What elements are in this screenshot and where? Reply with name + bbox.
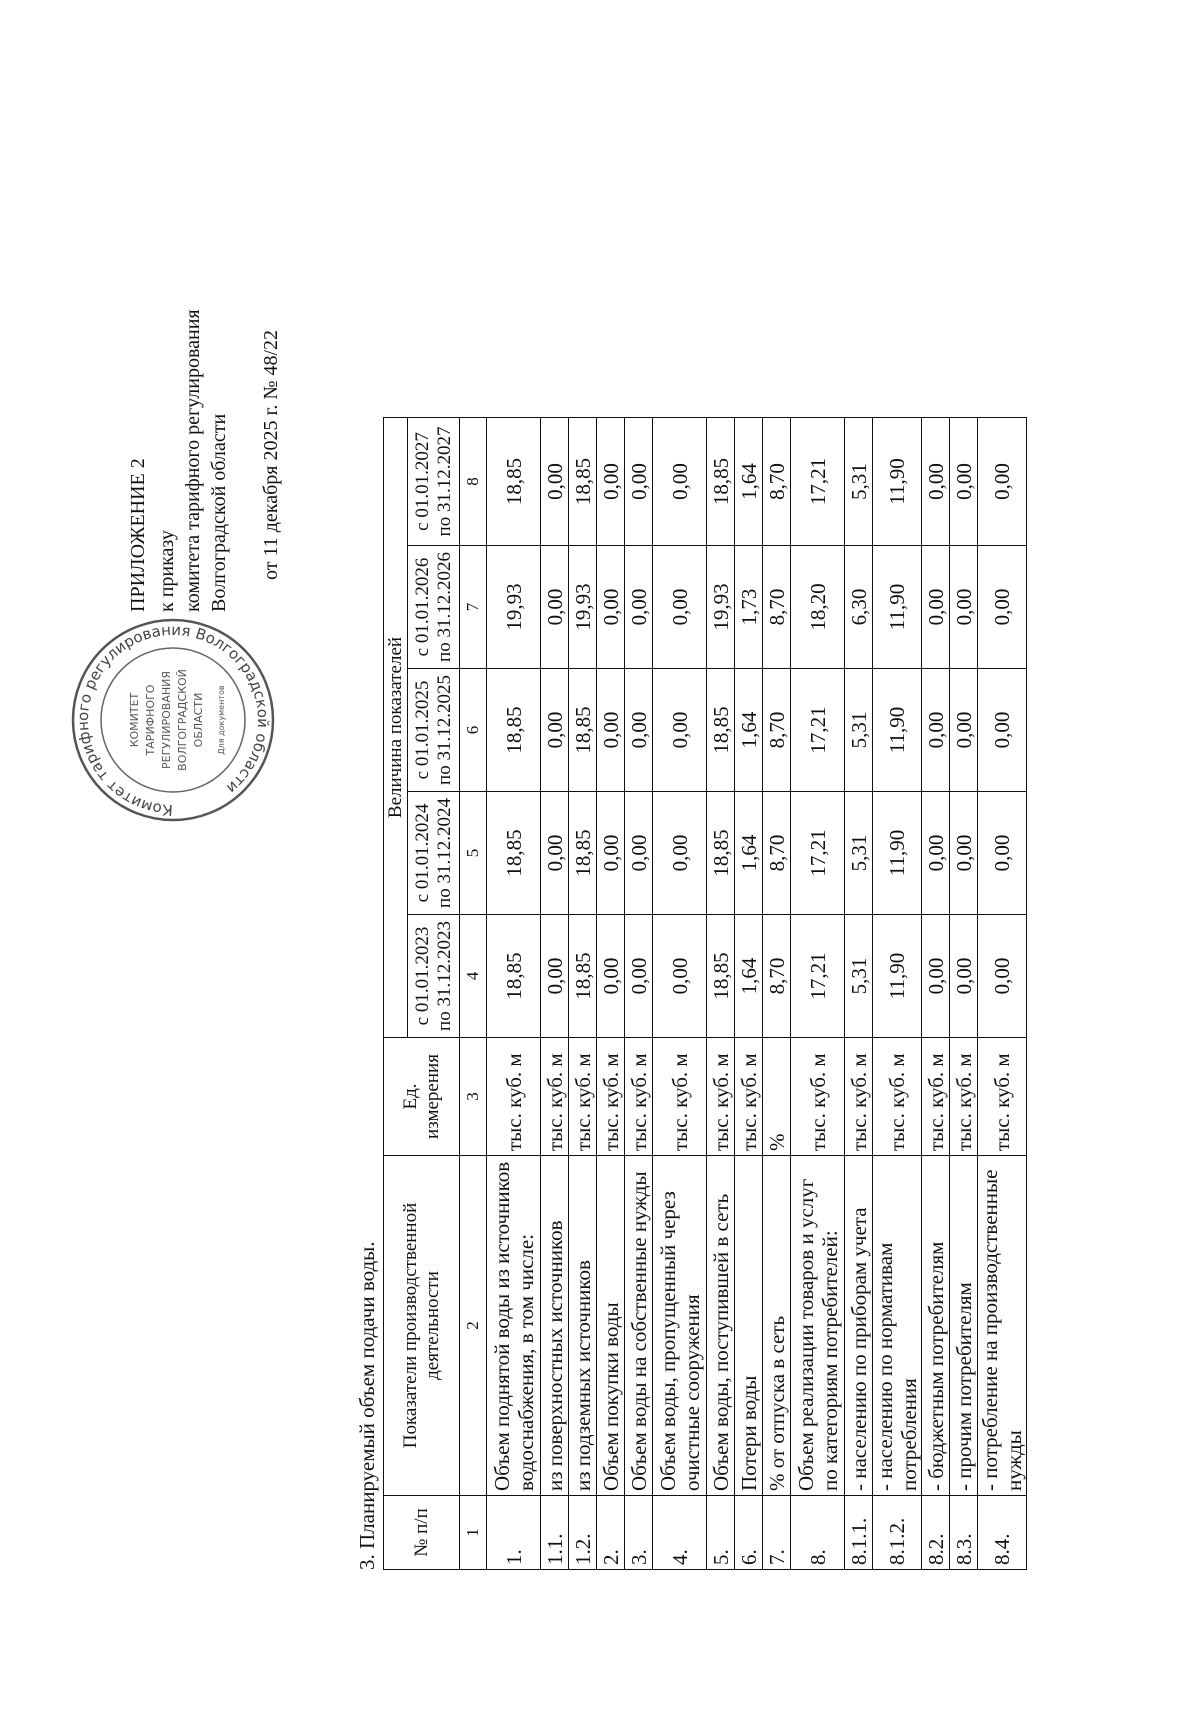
row-value: 8,70 (763, 418, 791, 546)
row-value: 8,70 (763, 792, 791, 915)
row-value: 19,93 (569, 546, 597, 669)
order-date: от 11 декабря 2025 г. № 48/22 (260, 329, 282, 580)
row-value: 0,00 (597, 418, 625, 546)
column-number: 6 (460, 669, 487, 792)
column-number: 2 (460, 1156, 487, 1496)
row-value: 17,21 (791, 792, 845, 915)
row-value: 0,00 (922, 915, 950, 1038)
table-row (597, 418, 625, 1570)
row-unit: тыс. куб. м (845, 1038, 873, 1156)
row-number: 2. (597, 1496, 625, 1570)
row-value: 0,00 (597, 915, 625, 1038)
row-value: 0,00 (653, 418, 707, 546)
row-value: 1,73 (735, 546, 763, 669)
row-value: 0,00 (597, 792, 625, 915)
order-ref-line: Волгоградской области (208, 413, 230, 612)
row-value: 5,31 (845, 669, 873, 792)
row-value: 0,00 (950, 792, 978, 915)
row-value: 18,85 (569, 669, 597, 792)
row-indicator: Объем реализации товаров и услуг по категориям потребителей: (791, 1156, 845, 1496)
row-value: 8,70 (763, 546, 791, 669)
row-value: 5,31 (845, 418, 873, 546)
row-value: 18,85 (707, 915, 735, 1038)
row-value: 17,21 (791, 669, 845, 792)
header-period: с 01.01.2023 по 31.12.2023 (408, 915, 460, 1038)
row-number: 8. (791, 1496, 845, 1570)
row-value: 5,31 (845, 792, 873, 915)
row-value: 19,93 (707, 546, 735, 669)
row-value: 17,21 (791, 418, 845, 546)
table-row (873, 418, 922, 1570)
row-value: 0,00 (978, 546, 1027, 669)
row-value: 18,85 (569, 792, 597, 915)
row-number: 6. (735, 1496, 763, 1570)
table-row (569, 418, 597, 1570)
row-indicator: Объем воды, пропущенный через очистные сооружения (653, 1156, 707, 1496)
row-value: 0,00 (978, 792, 1027, 915)
seal-line: РЕГУЛИРОВАНИЯ (160, 670, 173, 770)
row-value: 0,00 (541, 792, 569, 915)
header-period: с 01.01.2025 по 31.12.2025 (408, 669, 460, 792)
row-number: 1.2. (569, 1496, 597, 1570)
header-unit: Ед. измерения (384, 1038, 460, 1156)
row-value: 0,00 (653, 669, 707, 792)
row-value: 0,00 (653, 792, 707, 915)
water-supply-table (383, 417, 1027, 1570)
row-value: 18,85 (487, 792, 541, 915)
table-row (922, 418, 950, 1570)
row-indicator: - прочим потребителям (950, 1156, 978, 1496)
header-no: № п/п (384, 1496, 460, 1570)
table-row (735, 418, 763, 1570)
row-value: 18,85 (707, 669, 735, 792)
table-row (487, 418, 541, 1570)
order-reference (154, 309, 232, 612)
row-unit: тыс. куб. м (487, 1038, 541, 1156)
row-indicator: - бюджетным потребителям (922, 1156, 950, 1496)
row-value: 0,00 (625, 792, 653, 915)
row-value: 0,00 (625, 418, 653, 546)
row-value: 8,70 (763, 669, 791, 792)
row-value: 0,00 (597, 546, 625, 669)
row-value: 6,30 (845, 546, 873, 669)
row-value: 0,00 (922, 792, 950, 915)
row-indicator: из подземных источников (569, 1156, 597, 1496)
row-value: 0,00 (950, 546, 978, 669)
row-value: 8,70 (763, 915, 791, 1038)
row-value: 0,00 (541, 669, 569, 792)
section-title: 3. Планируемый объем подачи воды. (355, 1241, 379, 1570)
row-unit: тыс. куб. м (541, 1038, 569, 1156)
row-value: 18,85 (487, 915, 541, 1038)
row-unit: тыс. куб. м (922, 1038, 950, 1156)
row-value: 11,90 (873, 418, 922, 546)
seal-note: Для документов (217, 685, 226, 755)
row-unit: % (763, 1038, 791, 1156)
row-unit: тыс. куб. м (873, 1038, 922, 1156)
row-unit: тыс. куб. м (950, 1038, 978, 1156)
column-number: 5 (460, 792, 487, 915)
row-value: 18,85 (569, 418, 597, 546)
order-ref-line: к приказу (156, 530, 178, 612)
row-value: 0,00 (653, 915, 707, 1038)
row-unit: тыс. куб. м (597, 1038, 625, 1156)
row-value: 5,31 (845, 915, 873, 1038)
row-value: 0,00 (950, 915, 978, 1038)
row-value: 0,00 (950, 418, 978, 546)
row-indicator: % от отпуска в сеть (763, 1156, 791, 1496)
row-value: 0,00 (625, 546, 653, 669)
row-number: 8.1.2. (873, 1496, 922, 1570)
row-unit: тыс. куб. м (653, 1038, 707, 1156)
row-value: 18,85 (707, 418, 735, 546)
row-unit: тыс. куб. м (978, 1038, 1027, 1156)
row-value: 11,90 (873, 546, 922, 669)
row-indicator: Объем воды на собственные нужды (625, 1156, 653, 1496)
column-number: 8 (460, 418, 487, 546)
seal-line: ТАРИФНОГО (144, 684, 157, 756)
row-value: 1,64 (735, 915, 763, 1038)
row-value: 1,64 (735, 792, 763, 915)
row-indicator: из поверхностных источников (541, 1156, 569, 1496)
header-period: с 01.01.2024 по 31.12.2024 (408, 792, 460, 915)
table-row (845, 418, 873, 1570)
table-row (950, 418, 978, 1570)
row-number: 5. (707, 1496, 735, 1570)
row-value: 0,00 (541, 546, 569, 669)
row-unit: тыс. куб. м (791, 1038, 845, 1156)
row-value: 11,90 (873, 915, 922, 1038)
row-value: 18,20 (791, 546, 845, 669)
row-value: 18,85 (487, 418, 541, 546)
row-value: 19,93 (487, 546, 541, 669)
row-unit: тыс. куб. м (625, 1038, 653, 1156)
row-value: 17,21 (791, 915, 845, 1038)
row-value: 1,64 (735, 418, 763, 546)
row-value: 0,00 (653, 546, 707, 669)
column-number: 7 (460, 546, 487, 669)
row-value: 18,85 (569, 915, 597, 1038)
row-value: 11,90 (873, 792, 922, 915)
row-value: 0,00 (625, 915, 653, 1038)
row-number: 3. (625, 1496, 653, 1570)
table-row (653, 418, 707, 1570)
header-period: с 01.01.2026 по 31.12.2026 (408, 546, 460, 669)
column-number-row (460, 418, 487, 1570)
table-row (541, 418, 569, 1570)
seal-line: ВОЛГОГРАДСКОЙ (176, 669, 189, 771)
column-number: 3 (460, 1038, 487, 1156)
row-indicator: Объем поднятой воды из источников водоснабжения, в том числе: (487, 1156, 541, 1496)
row-value: 11,90 (873, 669, 922, 792)
row-unit: тыс. куб. м (735, 1038, 763, 1156)
row-unit: тыс. куб. м (569, 1038, 597, 1156)
official-seal-stamp (68, 575, 278, 865)
row-indicator: Объем воды, поступившей в сеть (707, 1156, 735, 1496)
row-number: 1. (487, 1496, 541, 1570)
appendix-title: ПРИЛОЖЕНИЕ 2 (127, 458, 149, 612)
row-number: 8.1.1. (845, 1496, 873, 1570)
row-unit: тыс. куб. м (707, 1038, 735, 1156)
column-number: 1 (460, 1496, 487, 1570)
row-value: 1,64 (735, 669, 763, 792)
row-number: 8.2. (922, 1496, 950, 1570)
row-value: 0,00 (950, 669, 978, 792)
table-row (707, 418, 735, 1570)
row-number: 1.1. (541, 1496, 569, 1570)
row-value: 18,85 (487, 669, 541, 792)
header-name: Показатели производственной деятельности (384, 1156, 460, 1496)
seal-line: КОМИТЕТ (128, 692, 141, 748)
row-indicator: - потребление на производственные нужды (978, 1156, 1027, 1496)
row-number: 7. (763, 1496, 791, 1570)
row-number: 8.3. (950, 1496, 978, 1570)
row-indicator: Потери воды (735, 1156, 763, 1496)
row-number: 4. (653, 1496, 707, 1570)
row-value: 0,00 (922, 418, 950, 546)
row-value: 0,00 (978, 669, 1027, 792)
table-row (625, 418, 653, 1570)
order-ref-line: комитета тарифного регулирования (182, 309, 204, 612)
row-value: 0,00 (922, 669, 950, 792)
table-row (791, 418, 845, 1570)
header-period: с 01.01.2027 по 31.12.2027 (408, 418, 460, 546)
row-value: 0,00 (541, 915, 569, 1038)
row-indicator: - населению по нормативам потребления (873, 1156, 922, 1496)
row-value: 0,00 (625, 669, 653, 792)
column-number: 4 (460, 915, 487, 1038)
row-number: 8.4. (978, 1496, 1027, 1570)
row-value: 0,00 (597, 669, 625, 792)
row-value: 0,00 (922, 546, 950, 669)
seal-outer-text: Комитет тарифного регулирования Волгоградской области (73, 620, 273, 820)
table-row (978, 418, 1027, 1570)
table-row (763, 418, 791, 1570)
row-indicator: - населению по приборам учета (845, 1156, 873, 1496)
header-values-group: Величина показателей (384, 418, 408, 1038)
table-body (487, 418, 1027, 1570)
seal-line: ОБЛАСТИ (192, 692, 205, 748)
row-value: 0,00 (978, 418, 1027, 546)
row-value: 0,00 (978, 915, 1027, 1038)
row-indicator: Объем покупки воды (597, 1156, 625, 1496)
row-value: 0,00 (541, 418, 569, 546)
row-value: 18,85 (707, 792, 735, 915)
